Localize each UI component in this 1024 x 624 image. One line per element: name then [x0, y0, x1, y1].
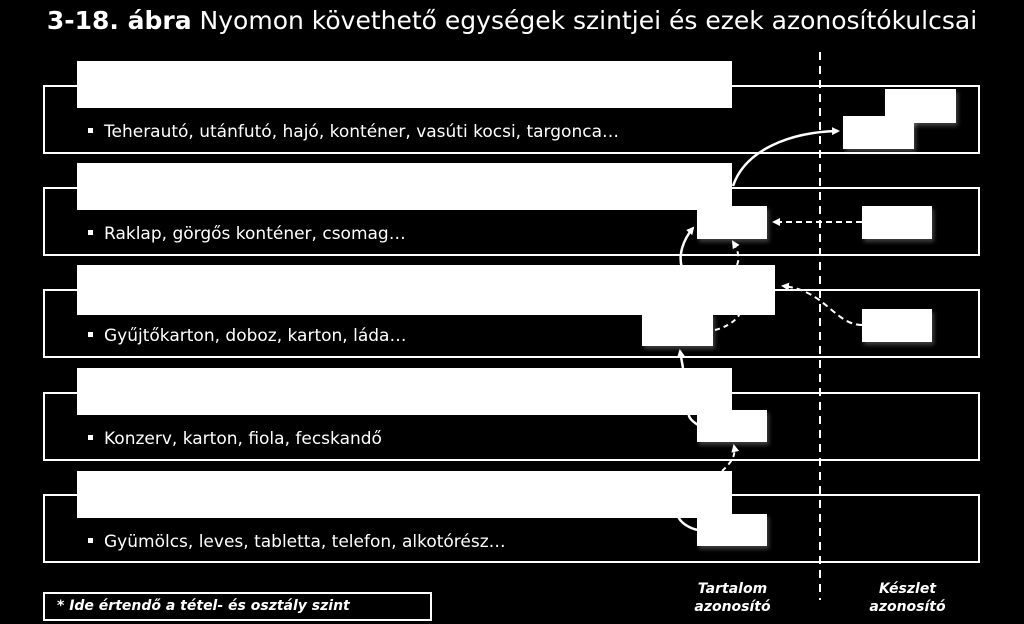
level-5-examples: Gyümölcs, leves, tabletta, telefon, alkotórész… — [88, 532, 506, 552]
arrow-5-curl — [678, 516, 698, 530]
arrow-4-curl — [689, 412, 698, 425]
arrow-3-to-2 — [681, 228, 693, 268]
footnote: * Ide értendő a tétel- és osztály szint — [43, 592, 432, 621]
arrow-to-stock-top — [733, 131, 838, 186]
level-1-examples: Teherautó, utánfutó, hajó, konténer, vasúti kocsi, targonca… — [88, 122, 619, 142]
stock-id-label: Készlet azonosító — [869, 581, 946, 615]
content-id-label: Tartalom azonosító — [694, 581, 771, 615]
dashed-arrow-3-to-2 — [733, 242, 738, 265]
level-3-examples: Gyűjtőkarton, doboz, karton, láda… — [88, 326, 406, 346]
arrow-4-to-3 — [680, 351, 683, 368]
level-2-examples: Raklap, görgős konténer, csomag… — [88, 224, 406, 244]
dashed-arrow-level3 — [783, 286, 862, 325]
level-4-examples: Konzerv, karton, fiola, fecskandő — [88, 429, 382, 449]
figure-number: 3-18. ábra — [46, 6, 192, 35]
dashed-arrow-5-to-4 — [722, 446, 735, 471]
figure-title-text: Nyomon követhető egységek szintjei és ezek azonosítókulcsai — [199, 6, 978, 35]
dashed-arrow-3-inner — [715, 300, 743, 330]
